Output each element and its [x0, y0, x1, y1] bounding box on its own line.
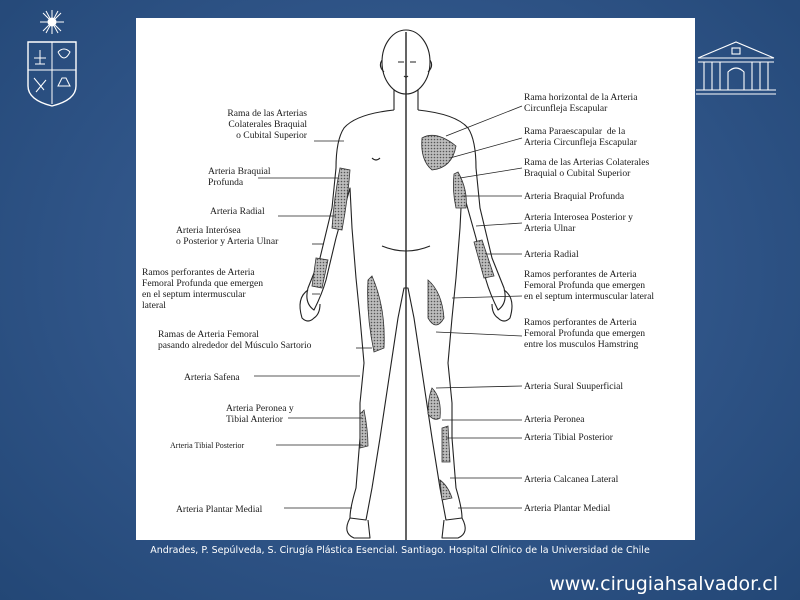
label-perforantes-hamstring: Ramos perforantes de Arteria Femoral Profunda que emergen entre los musculos Hamstring	[524, 317, 646, 350]
label-radial: Arteria Radial	[210, 206, 265, 217]
label-braquial-profunda: Arteria Braquial Profunda	[208, 166, 271, 188]
label-perforantes-septum-r: Ramos perforantes de Arteria Femoral Profunda que emergen en el septum intermuscular lateral	[524, 269, 654, 302]
label-calcanea: Arteria Calcanea Lateral	[524, 474, 619, 485]
label-plantar-medial-r: Arteria Plantar Medial	[524, 503, 611, 514]
label-plantar-medial: Arteria Plantar Medial	[176, 504, 263, 515]
website-url: www.cirugiahsalvador.cl	[549, 573, 778, 595]
university-crest-logo	[22, 8, 82, 108]
label-interosea-r: Arteria Interosea Posterior y Arteria Ulnar	[524, 212, 633, 234]
label-perforantes-septum: Ramos perforantes de Arteria Femoral Profunda que emergen en el septum intermuscular lateral	[142, 267, 264, 311]
citation-caption: Andrades, P. Sepúlveda, S. Cirugía Plástica Esencial. Santiago. Hospital Clínico de la Universidad de Chile	[150, 545, 650, 556]
label-sartorio: Ramas de Arteria Femoral pasando alrededor del Músculo Sartorio	[158, 329, 312, 351]
label-braquial-profunda-r: Arteria Braquial Profunda	[524, 191, 625, 202]
label-tibial-posterior-r: Arteria Tibial Posterior	[524, 432, 614, 443]
label-peronea-tibial: Arteria Peronea y Tibial Anterior	[226, 403, 294, 425]
anatomy-figure-panel	[136, 18, 695, 540]
label-colaterales-superior: Rama de las Arterias Colaterales Braquial o Cubital Superior	[227, 108, 307, 141]
label-sural: Arteria Sural Suuperficial	[524, 381, 624, 392]
label-paraescapular: Rama Paraescapular de la Arteria Circunfleja Escapular	[524, 126, 637, 148]
label-tibial-posterior: Arteria Tibial Posterior	[170, 441, 245, 450]
label-peronea-r: Arteria Peronea	[524, 414, 585, 425]
label-interosea: Arteria Interósea o Posterior y Arteria Ulnar	[176, 225, 279, 247]
hospital-building-logo	[696, 38, 776, 96]
label-radial-r: Arteria Radial	[524, 249, 579, 260]
label-horizontal-circunfleja: Rama horizontal de la Arteria Circunfleja Escapular	[524, 92, 638, 114]
label-colaterales-r: Rama de las Arterias Colaterales Braquial o Cubital Superior	[524, 157, 650, 179]
label-safena: Arteria Safena	[184, 372, 240, 383]
